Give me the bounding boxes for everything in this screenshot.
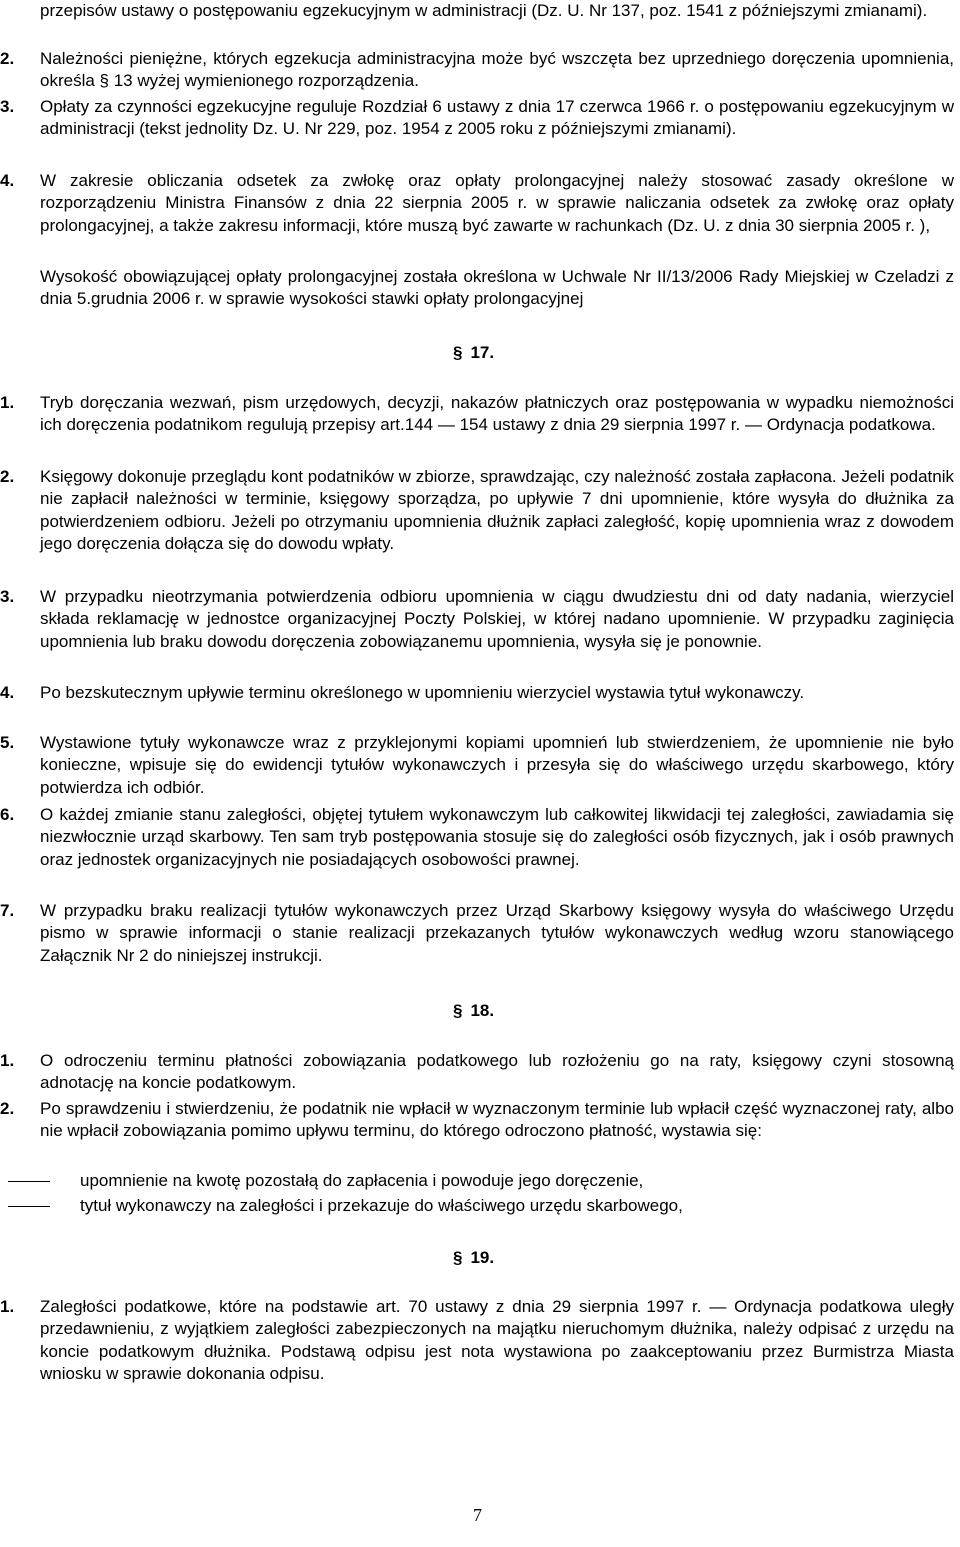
list-item: [0, 732, 954, 799]
item-text: O każdej zmianie stanu zaległości, objętej tytułem wykonawczym lub całkowitej likwidacji tej zaległości, zawiadamia się niezwłocznie urząd skarbowy. Ten sam tryb postępowania stosuje się do zaległości osób fizycznych, jak i osób prawnych oraz jednostek organizacyjnych nie posiadających osobowości prawnej.: [40, 805, 954, 869]
item-text: Należności pieniężne, których egzekucja administracyjna może być wszczęta bez uprzedniego doręczenia upomnienia, określa § 13 wyżej wymienionego rozporządzenia.: [40, 49, 954, 91]
list-item: [0, 48, 954, 93]
item-text: Po sprawdzeniu i stwierdzeniu, że podatnik nie wpłacił w wyznaczonym terminie lub wpłacił część wyznaczonej raty, albo nie wpłacił zobowiązania pomimo upływu terminu, do którego odroczono płatność, wystawia się:: [40, 1099, 954, 1141]
item-text: W zakresie obliczania odsetek za zwłokę oraz opłaty prolongacyjnej należy stosować zasady określone w rozporządzeniu Ministra Finansów z dnia 22 sierpnia 2005 r. w sprawie naliczania odsetek za zwłokę oraz opłaty prolongacyjnej, a także zakresu informacji, które muszą być zawarte w rachunkach (Dz. U. z dnia 30 sierpnia 2005 r. ),: [40, 171, 954, 235]
dash-list-item: [80, 1195, 954, 1217]
section-heading: [453, 342, 494, 364]
section-symbol: §: [453, 1248, 463, 1267]
item-number: 3.: [0, 587, 15, 606]
section-title: 18.: [470, 1001, 495, 1020]
list-item: [0, 392, 954, 437]
item-text: Tryb doręczania wezwań, pism urzędowych, decyzji, nakazów płatniczych oraz postępowania w wypadku niemożności ich doręczenia podatnikom regulują przepisy art.144 — 154 ustawy z dnia 29 sierpnia 1997 r. — Ordynacja podatkowa.: [40, 393, 954, 435]
item-text: Wystawione tytuły wykonawcze wraz z przyklejonymi kopiami upomnień lub stwierdzeniem, że upomnienie nie było konieczne, wpisuje się do ewidencji tytułów wykonawczych i przesyła się do właściwego urzędu skarbowego, który potwierdza ich odbiór.: [40, 733, 954, 797]
section-heading: [453, 1247, 494, 1269]
section-title: 19.: [470, 1248, 495, 1267]
dash-list-item: [80, 1170, 954, 1192]
section-symbol: §: [453, 343, 463, 362]
list-item: [0, 586, 954, 653]
list-item: [0, 466, 954, 556]
list-item: [0, 900, 954, 967]
item-number: 2.: [0, 49, 15, 68]
item-number: 1.: [0, 1051, 15, 1070]
dash-bullet: [8, 1206, 50, 1207]
dash-item-text: upomnienie na kwotę pozostałą do zapłacenia i powoduje jego doręczenie,: [80, 1171, 644, 1190]
item-text: W przypadku braku realizacji tytułów wykonawczych przez Urząd Skarbowy księgowy wysyła do właściwego Urzędu pismo w sprawie informacji o stanie realizacji przekazanych tytułów wykonawczych według wzoru stanowiącego Załącznik Nr 2 do niniejszej instrukcji.: [40, 901, 954, 965]
continuation-text: przepisów ustawy o postępowaniu egzekucyjnym w administracji (Dz. U. Nr 137, poz. 1541 z późniejszymi zmianami).: [40, 1, 928, 20]
list-item: [0, 682, 954, 704]
item-text: O odroczeniu terminu płatności zobowiązania podatkowego lub rozłożeniu go na raty, księgowy czyni stosowną adnotację na koncie podatkowym.: [40, 1051, 954, 1093]
item-number: 7.: [0, 901, 15, 920]
item-text: Po bezskutecznym upływie terminu określonego w upomnieniu wierzyciel wystawia tytuł wykonawczy.: [40, 683, 805, 702]
continuation-paragraph: [40, 0, 954, 22]
list-item: [0, 1050, 954, 1095]
item-text: Opłaty za czynności egzekucyjne reguluje Rozdział 6 ustawy z dnia 17 czerwca 1966 r. o postępowaniu egzekucyjnym w administracji (tekst jednolity Dz. U. Nr 229, poz. 1954 z 2005 roku z późniejszymi zmianami).: [40, 97, 954, 139]
item-number: 1.: [0, 1297, 15, 1316]
item-number: 3.: [0, 97, 15, 116]
item-number: 6.: [0, 805, 15, 824]
item-text: Zaległości podatkowe, które na podstawie art. 70 ustawy z dnia 29 sierpnia 1997 r. — Ordynacja podatkowa uległy przedawnieniu, z wyjątkiem zaległości zabezpieczonych na majątku nieruchomym dłużnika, należy odpisać z urzędu na koncie podatkowym dłużnika. Podstawą odpisu jest nota wystawiona po zaakceptowaniu przez Burmistrza Miasta wniosku w sprawie dokonania odpisu.: [40, 1297, 954, 1384]
section-heading: [453, 1000, 494, 1022]
item-number: 5.: [0, 733, 15, 752]
section-title: 17.: [470, 343, 495, 362]
dash-item-text: tytuł wykonawczy na zaległości i przekazuje do właściwego urzędu skarbowego,: [80, 1196, 683, 1215]
paragraph: [40, 266, 954, 311]
list-item: [0, 1296, 954, 1386]
item-text: Księgowy dokonuje przeglądu kont podatników w zbiorze, sprawdzając, czy należność została zapłacona. Jeżeli podatnik nie zapłacił należności w terminie, księgowy sporządza, po upływie 7 dni upomnienie, które wysyła do dłużnika za potwierdzeniem odbioru. Jeżeli po otrzymaniu upomnienia dłużnik zapłaci zaległość, kopię upomnienia wraz z dowodem jego doręczenia dołącza się do dowodu wpłaty.: [40, 467, 954, 554]
section-symbol: §: [453, 1001, 463, 1020]
item-number: 2.: [0, 467, 15, 486]
item-number: 1.: [0, 393, 15, 412]
list-item: [0, 96, 954, 141]
item-number: 4.: [0, 683, 15, 702]
list-item: [0, 170, 954, 237]
page-number: 7: [473, 1505, 482, 1525]
item-number: 2.: [0, 1099, 15, 1118]
list-item: [0, 1098, 954, 1143]
item-text: W przypadku nieotrzymania potwierdzenia odbioru upomnienia w ciągu dwudziestu dni od daty nadania, wierzyciel składa reklamację w jednostce organizacyjnej Poczty Polskiej, w której nadano upomnienie. W przypadku zaginięcia upomnienia lub braku dowodu doręczenia zobowiązanemu upomnienia, wysyła się je ponownie.: [40, 587, 954, 651]
item-number: 4.: [0, 171, 15, 190]
item-text: Wysokość obowiązującej opłaty prolongacyjnej została określona w Uchwale Nr II/13/2006 Rady Miejskiej w Czeladzi z dnia 5.grudnia 2006 r. w sprawie wysokości stawki opłaty prolongacyjnej: [40, 267, 954, 309]
list-item: [0, 804, 954, 871]
dash-bullet: [8, 1181, 50, 1182]
